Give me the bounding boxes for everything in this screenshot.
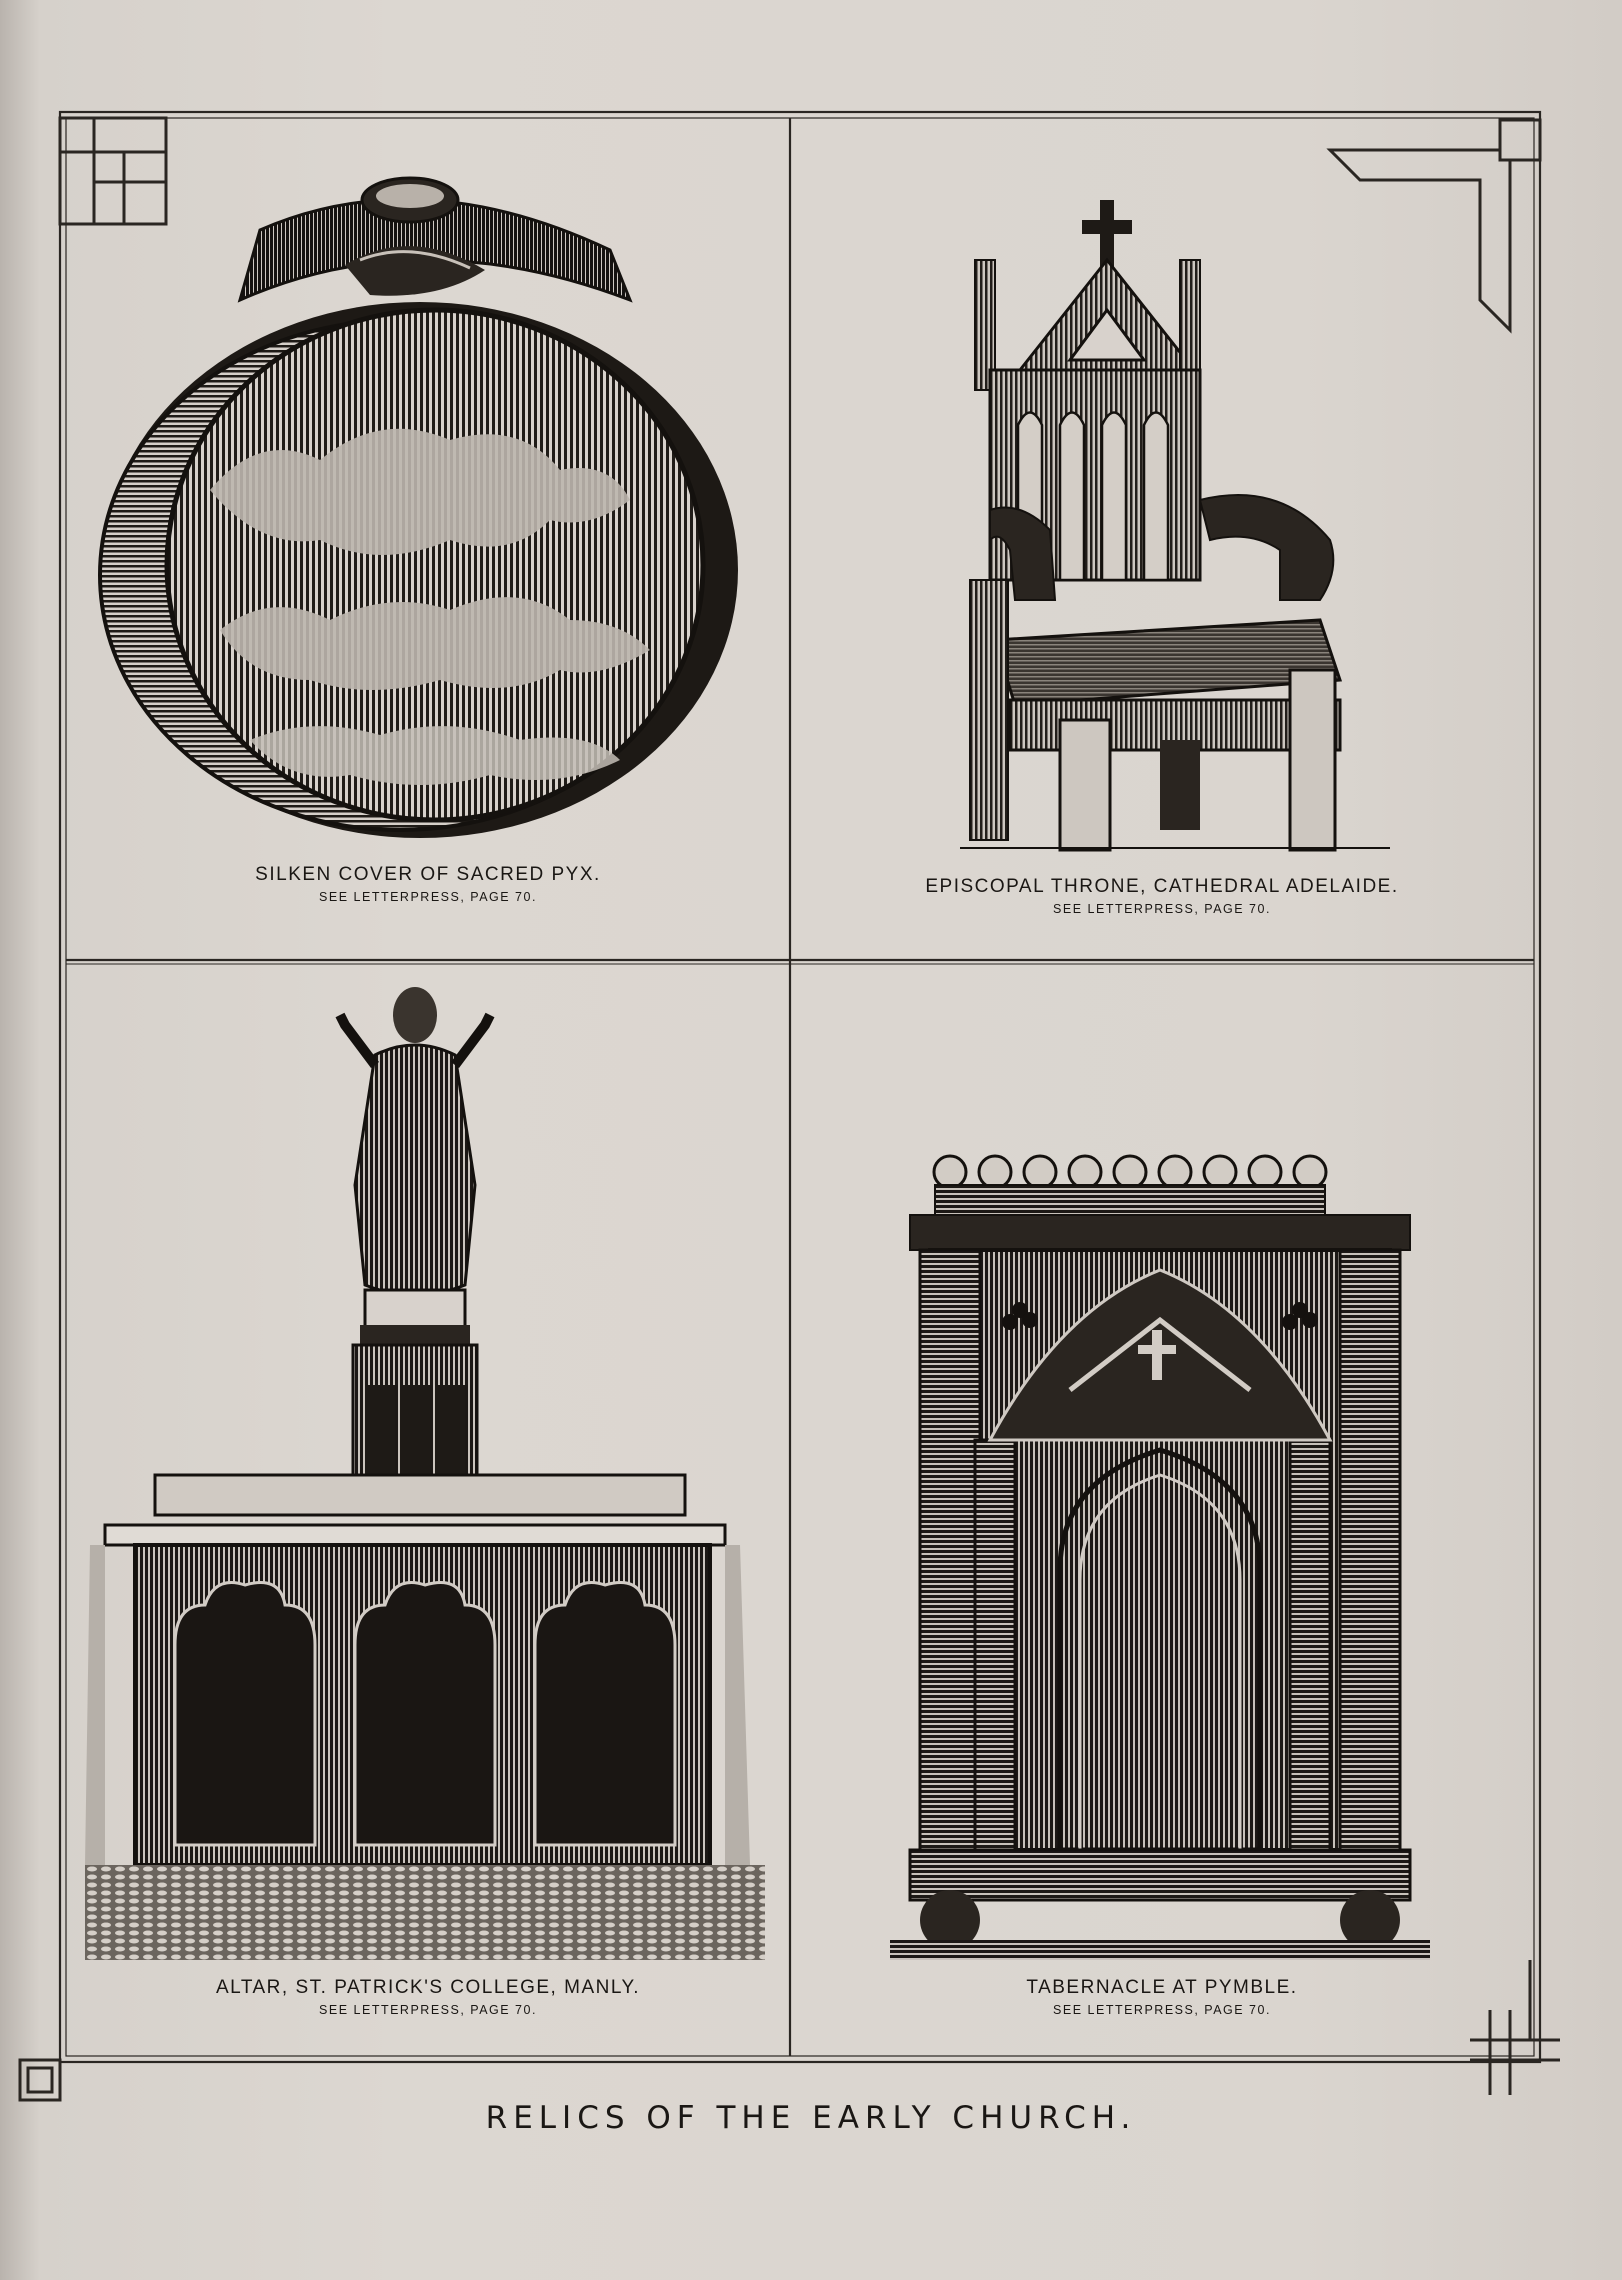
caption-title: ALTAR, ST. PATRICK'S COLLEGE, MANLY. [215, 1977, 640, 1998]
episcopal-throne-illustration [960, 200, 1390, 860]
caption-reference: SEE LETTERPRESS, PAGE 70. [319, 2003, 537, 2017]
page-title: RELICS OF THE EARLY CHURCH. [485, 2100, 1137, 2136]
caption-title: EPISCOPAL THRONE, CATHEDRAL ADELAIDE. [925, 876, 1399, 897]
pyx-cover-illustration [90, 170, 750, 860]
caption-title: SILKEN COVER OF SACRED PYX. [255, 864, 601, 885]
caption-reference: SEE LETTERPRESS, PAGE 70. [1053, 902, 1271, 916]
plate-caption-pyx [66, 864, 790, 904]
caption-reference: SEE LETTERPRESS, PAGE 70. [319, 890, 537, 904]
plate-caption-throne [790, 876, 1534, 916]
caption-title: TABERNACLE AT PYMBLE. [1026, 1977, 1298, 1998]
altar-illustration [85, 985, 765, 1960]
tabernacle-illustration [890, 1150, 1430, 1960]
plate-caption-altar [66, 1977, 790, 2017]
caption-reference: SEE LETTERPRESS, PAGE 70. [1053, 2003, 1271, 2017]
plate-caption-tabernacle [790, 1977, 1534, 2017]
